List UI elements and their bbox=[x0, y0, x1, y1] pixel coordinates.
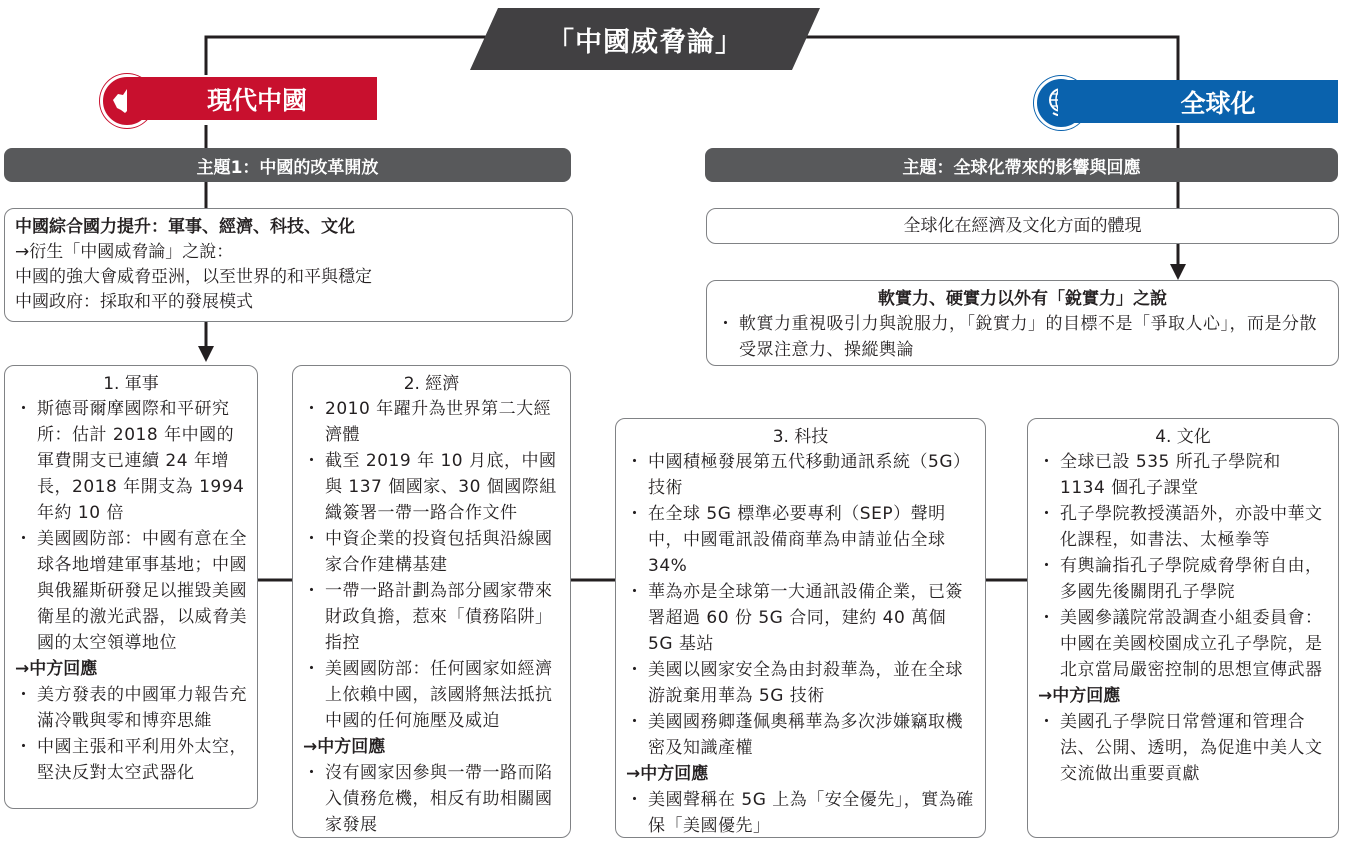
left-summary-box bbox=[4, 208, 573, 322]
culture-response-label: →中方回應 bbox=[1038, 686, 1121, 706]
military-response-bullet: ・ 美方發表的中國軍力報告充滿冷戰與零和博弈思維 bbox=[15, 682, 247, 734]
right-box-2-heading: 軟實力、硬實力以外有「銳實力」之說 bbox=[878, 289, 1167, 309]
title-banner bbox=[470, 8, 820, 70]
left-theme-bar bbox=[4, 148, 571, 182]
right-theme-label: 主題：全球化帶來的影響與回應 bbox=[902, 157, 1141, 178]
technology-bullet: ・ 美國以國家安全為由封殺華為，並在全球游說棄用華為 5G 技術 bbox=[626, 657, 975, 709]
left-summary-line: 中國的強大會威脅亞洲，以至世界的和平與穩定 bbox=[15, 267, 372, 287]
economy-bullet: ・ 截至 2019 年 10 月底，中國與 137 個國家、30 個國際組織簽署一帶一路合作文件 bbox=[303, 448, 560, 526]
economy-bullet: ・ 2010 年躍升為世界第二大經濟體 bbox=[303, 396, 560, 448]
culture-bullet: ・ 有輿論指孔子學院威脅學術自由，多國先後關閉孔子學院 bbox=[1038, 553, 1328, 605]
economy-title: 2. 經濟 bbox=[403, 374, 460, 394]
left-summary-line: →衍生「中國威脅論」之說： bbox=[15, 242, 234, 262]
technology-bullet: ・ 美國國務卿蓬佩奧稱華為多次涉嫌竊取機密及知識產權 bbox=[626, 709, 975, 761]
economy-bullet: ・ 中資企業的投資包括與沿線國家合作建構基建 bbox=[303, 526, 560, 578]
technology-column bbox=[615, 418, 986, 838]
right-box-2-bullet: ・ 軟實力重視吸引力與說服力，「銳實力」的目標不是「爭取人心」，而是分散受眾注意力、操縱輿論 bbox=[717, 311, 1328, 363]
left-category-label: 現代中國 bbox=[206, 85, 307, 115]
military-bullet: ・ 斯德哥爾摩國際和平研究所：估計 2018 年中國的軍費開支已連續 24 年增長，2018 年開支為 1994 年約 10 倍 bbox=[15, 396, 247, 526]
technology-response-bullet: ・ 美國聲稱在 5G 上為「安全優先」，實為確保「美國優先」 bbox=[626, 787, 975, 839]
culture-bullet: ・ 美國參議院常設調查小組委員會：中國在美國校園成立孔子學院，是北京當局嚴密控制的思想宣傳武器 bbox=[1038, 605, 1328, 683]
culture-response-bullet: ・ 美國孔子學院日常營運和管理合法、公開、透明，為促進中美人文交流做出重要貢獻 bbox=[1038, 709, 1328, 787]
economy-column bbox=[292, 365, 571, 838]
left-category-banner bbox=[127, 77, 377, 120]
military-response-bullet: ・ 中國主張和平利用外太空，堅決反對太空武器化 bbox=[15, 734, 247, 786]
diagram-title: 「中國威脅論」 bbox=[547, 26, 743, 58]
left-arrow-head bbox=[198, 346, 214, 362]
left-summary-line: 中國政府：採取和平的發展模式 bbox=[15, 292, 253, 312]
military-response-label: →中方回應 bbox=[15, 659, 98, 679]
title-right-connector bbox=[805, 37, 1178, 80]
right-category-label: 全球化 bbox=[1180, 88, 1256, 118]
culture-column bbox=[1027, 418, 1339, 838]
title-left-connector bbox=[206, 37, 490, 75]
right-category-banner bbox=[1058, 80, 1338, 123]
economy-bullet: ・ 美國國防部：任何國家如經濟上依賴中國，該國將無法抵抗中國的任何施壓及威迫 bbox=[303, 656, 560, 734]
right-box-1-text: 全球化在經濟及文化方面的體現 bbox=[903, 215, 1142, 236]
culture-title: 4. 文化 bbox=[1155, 427, 1211, 447]
culture-bullet: ・ 全球已設 535 所孔子學院和 1134 個孔子課堂 bbox=[1038, 449, 1328, 501]
right-theme-bar bbox=[705, 148, 1338, 182]
military-bullet: ・ 美國國防部：中國有意在全球各地增建軍事基地；中國與俄羅斯研發足以摧毀美國衛星的激光武器，以威脅美國的太空領導地位 bbox=[15, 526, 247, 656]
technology-bullet: ・ 中國積極發展第五代移動通訊系統（5G）技術 bbox=[626, 449, 975, 501]
economy-response-bullet: ・ 沒有國家因參與一帶一路而陷入債務危機，相反有助相關國家發展 bbox=[303, 760, 560, 838]
culture-bullet: ・ 孔子學院教授漢語外，亦設中華文化課程，如書法、太極拳等 bbox=[1038, 501, 1328, 553]
economy-response-label: →中方回應 bbox=[303, 737, 386, 757]
left-theme-label: 主題1：中國的改革開放 bbox=[196, 157, 379, 178]
military-title: 1. 軍事 bbox=[103, 374, 159, 394]
economy-bullet: ・ 一帶一路計劃為部分國家帶來財政負擔，惹來「債務陷阱」指控 bbox=[303, 578, 560, 656]
right-box-1 bbox=[706, 208, 1339, 244]
right-arrow-head bbox=[1170, 264, 1186, 280]
technology-title: 3. 科技 bbox=[772, 427, 829, 447]
right-box-2 bbox=[706, 280, 1339, 366]
technology-bullet: ・ 在全球 5G 標準必要專利（SEP）聲明中，中國電訊設備商華為申請並佔全球 34% bbox=[626, 501, 975, 579]
left-summary-heading: 中國綜合國力提升：軍事、經濟、科技、文化 bbox=[15, 217, 355, 237]
military-column bbox=[4, 365, 258, 809]
technology-response-label: →中方回應 bbox=[626, 764, 709, 784]
technology-bullet: ・ 華為亦是全球第一大通訊設備企業，已簽署超過 60 份 5G 合同，建約 40 萬個 5G 基站 bbox=[626, 579, 975, 657]
